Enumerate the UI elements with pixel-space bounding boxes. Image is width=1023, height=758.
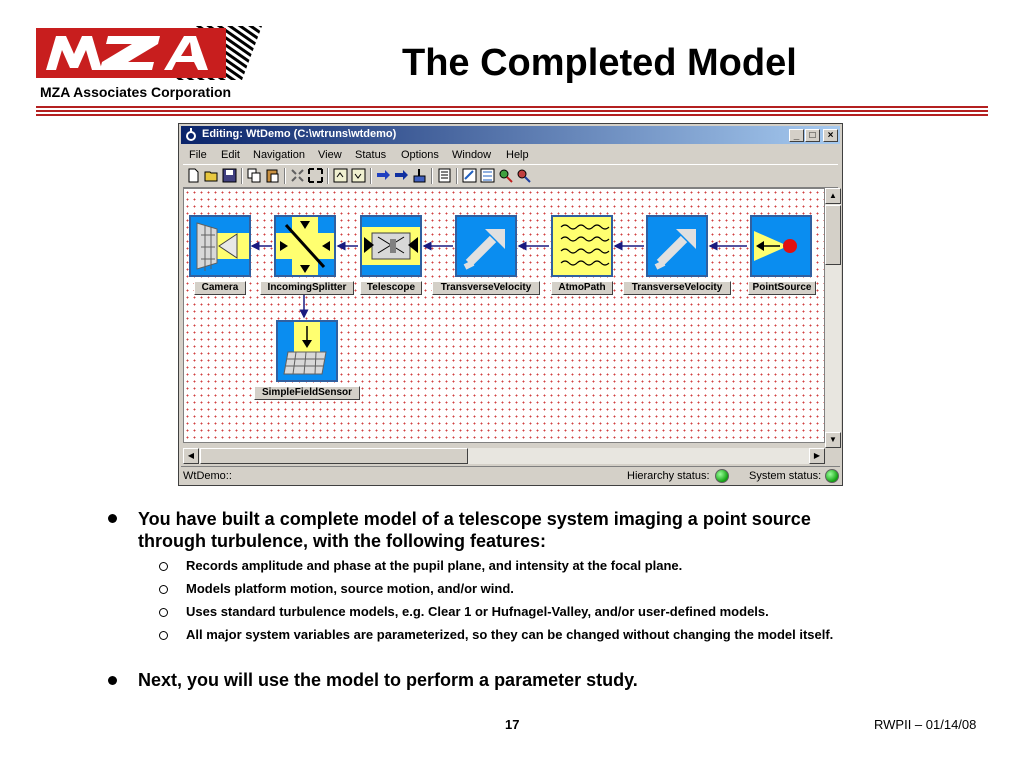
horizontal-scroll-thumb[interactable] — [200, 448, 468, 464]
title-bar[interactable] — [181, 126, 840, 144]
menu-file[interactable]: File — [189, 149, 207, 161]
sub-bullet-1: Records amplitude and phase at the pupil plane, and intensity at the focal plane. — [186, 558, 683, 573]
hierarchy-status-indicator — [715, 469, 729, 483]
toolbar-separator — [284, 168, 286, 184]
company-logo — [36, 24, 262, 102]
point-source-block[interactable] — [750, 215, 812, 277]
toolbar-separator — [241, 168, 243, 184]
menu-edit[interactable]: Edit — [221, 149, 240, 161]
header-rule — [36, 106, 988, 108]
sub-bullet-4: All major system variables are parameterized, so they can be changed without changing the model itself. — [186, 627, 834, 642]
horizontal-scrollbar[interactable] — [183, 448, 825, 464]
tool-d-icon[interactable] — [516, 168, 531, 183]
run-arrow-icon[interactable] — [376, 168, 391, 183]
menu-view[interactable]: View — [318, 149, 342, 161]
new-icon[interactable] — [186, 168, 201, 183]
transverse-velocity-label-1: TransverseVelocity — [432, 281, 540, 295]
atmo-path-label: AtmoPath — [551, 281, 613, 295]
open-icon[interactable] — [204, 168, 219, 183]
velocity-arrow-icon — [457, 217, 515, 275]
point-source-icon — [752, 217, 810, 275]
toolbar — [183, 164, 838, 188]
bullet-1-text: You have built a complete model of a telescope system imaging a point source through turbulence, with the following features: — [138, 509, 811, 551]
menu-navigation[interactable]: Navigation — [253, 149, 305, 161]
incoming-splitter-block[interactable] — [274, 215, 336, 277]
toolbar-separator — [327, 168, 329, 184]
toolbar-separator — [431, 168, 433, 184]
simple-field-sensor-block[interactable] — [276, 320, 338, 382]
toolbar-separator — [456, 168, 458, 184]
transverse-velocity-block-1[interactable] — [455, 215, 517, 277]
collapse-icon[interactable] — [290, 168, 305, 183]
transverse-velocity-label-2: TransverseVelocity — [623, 281, 731, 295]
menu-window[interactable]: Window — [452, 149, 492, 161]
app-icon — [184, 128, 198, 142]
mza-logo-graphic — [36, 24, 262, 84]
bullet-marker — [108, 676, 117, 685]
tool-b-icon[interactable] — [480, 168, 495, 183]
export-icon[interactable] — [412, 168, 427, 183]
status-bar — [181, 466, 840, 485]
telescope-label: Telescope — [360, 281, 422, 295]
beam-splitter-icon — [276, 217, 334, 275]
menu-status[interactable]: Status — [355, 149, 387, 161]
header-rule — [36, 110, 988, 112]
camera-icon — [191, 217, 249, 275]
incoming-splitter-label: IncomingSplitter — [260, 281, 354, 295]
header-rule — [36, 114, 988, 116]
slide-title: The Completed Model — [402, 42, 797, 84]
telescope-icon — [362, 217, 420, 275]
down-level-icon[interactable] — [351, 168, 366, 183]
atmo-path-block[interactable] — [551, 215, 613, 277]
model-canvas[interactable] — [183, 188, 825, 443]
sub-bullet-2: Models platform motion, source motion, and/or wind. — [186, 581, 514, 596]
camera-block[interactable] — [189, 215, 251, 277]
point-source-label: PointSource — [748, 281, 816, 295]
page-number: 17 — [505, 717, 520, 732]
sub-bullet-marker — [159, 562, 168, 571]
sub-bullet-marker — [159, 608, 168, 617]
toolbar-separator — [370, 168, 372, 184]
sub-bullet-marker — [159, 585, 168, 594]
vertical-scrollbar[interactable] — [825, 188, 841, 448]
copy-icon[interactable] — [247, 168, 262, 183]
status-path: WtDemo:: — [183, 470, 232, 482]
expand-icon[interactable] — [308, 168, 323, 183]
editor-window — [178, 123, 843, 486]
telescope-block[interactable] — [360, 215, 422, 277]
system-status-indicator — [825, 469, 839, 483]
system-status-label: System status: — [749, 470, 822, 482]
turbulence-icon — [553, 217, 611, 275]
footer-doc-id: RWPII – 01/14/08 — [874, 717, 977, 732]
field-sensor-icon — [278, 322, 336, 380]
camera-label: Camera — [194, 281, 246, 295]
hierarchy-status-label: Hierarchy status: — [627, 470, 710, 482]
scroll-right-button[interactable]: ▶ — [809, 448, 825, 464]
document-icon[interactable] — [437, 168, 452, 183]
scroll-up-button[interactable]: ▲ — [825, 188, 841, 204]
velocity-arrow-icon — [648, 217, 706, 275]
bullet-2-text: Next, you will use the model to perform a parameter study. — [138, 670, 638, 690]
save-icon[interactable] — [222, 168, 237, 183]
menu-bar — [181, 146, 840, 164]
transverse-velocity-block-2[interactable] — [646, 215, 708, 277]
window-title: Editing: WtDemo (C:\wtruns\wtdemo) — [202, 128, 397, 140]
sub-bullet-3: Uses standard turbulence models, e.g. Clear 1 or Hufnagel-Valley, and/or user-defined models. — [186, 604, 769, 619]
company-name: MZA Associates Corporation — [40, 84, 232, 100]
close-button[interactable]: × — [823, 129, 838, 142]
menu-help[interactable]: Help — [506, 149, 529, 161]
run-arrow2-icon[interactable] — [394, 168, 409, 183]
tool-a-icon[interactable] — [462, 168, 477, 183]
scroll-left-button[interactable]: ◀ — [183, 448, 199, 464]
menu-options[interactable]: Options — [401, 149, 439, 161]
maximize-button[interactable]: □ — [805, 129, 820, 142]
up-level-icon[interactable] — [333, 168, 348, 183]
bullet-marker — [108, 514, 117, 523]
simple-field-sensor-label: SimpleFieldSensor — [254, 386, 360, 400]
paste-icon[interactable] — [265, 168, 280, 183]
sub-bullet-marker — [159, 631, 168, 640]
tool-c-icon[interactable] — [498, 168, 513, 183]
minimize-button[interactable]: _ — [789, 129, 804, 142]
vertical-scroll-thumb[interactable] — [825, 205, 841, 265]
scroll-down-button[interactable]: ▼ — [825, 432, 841, 448]
